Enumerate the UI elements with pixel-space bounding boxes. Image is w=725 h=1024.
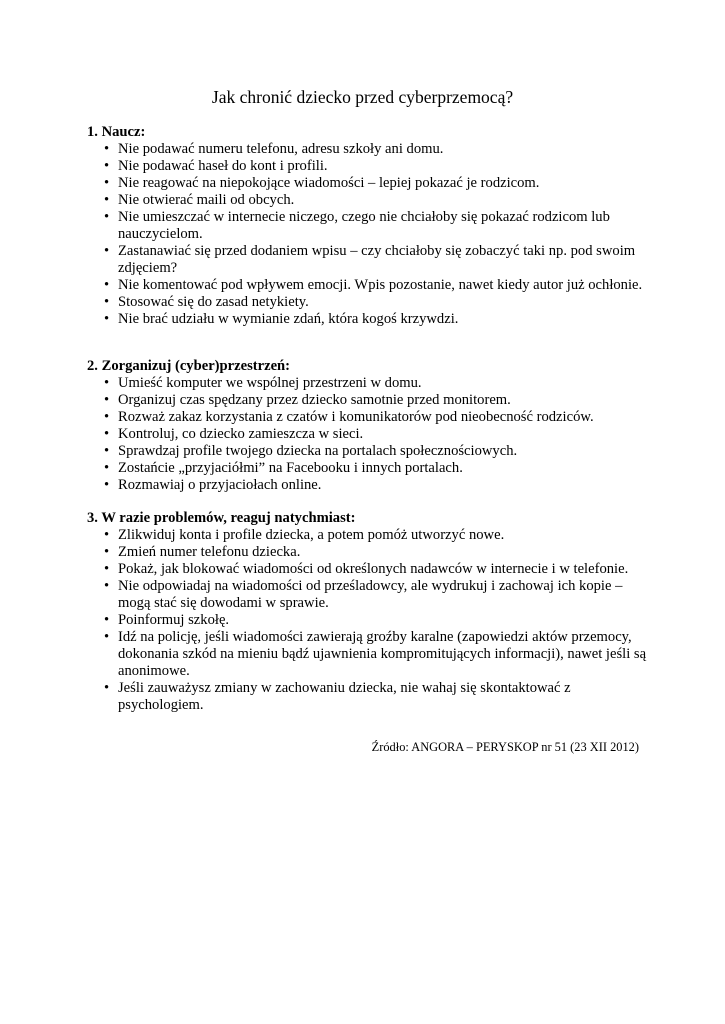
list-item-text: Jeśli zauważysz zmiany w zachowaniu dziecka, nie wahaj się skontaktować z psychologiem. [118,680,571,713]
bullet-icon: • [104,375,110,391]
list-item-text: Nie brać udziału w wymianie zdań, która kogoś krzywdzi. [118,311,459,327]
section-react [87,510,647,714]
bullet-icon: • [104,158,110,174]
bullet-icon: • [104,544,110,560]
section-heading: 2. Zorganizuj (cyber)przestrzeń: [87,358,291,374]
list-item-text: Zastanawiać się przed dodaniem wpisu – czy chciałoby się zobaczyć taki np. pod swoim zdjęciem? [118,243,636,276]
list-item-text: Kontroluj, co dziecko zamieszcza w sieci. [118,426,364,442]
list-item-text: Rozmawiaj o przyjaciołach online. [118,477,322,493]
section-teach [87,124,647,328]
source-citation: Źródło: ANGORA – PERYSKOP nr 51 (23 XII 2012) [371,740,639,754]
bullet-icon: • [104,311,110,327]
bullet-icon: • [104,680,110,696]
bullet-icon: • [104,392,110,408]
list-item-text: Nie reagować na niepokojące wiadomości – lepiej pokazać je rodzicom. [118,175,540,191]
list-item [87,409,647,426]
list-item-text: Stosować się do zasad netykiety. [118,294,309,310]
bullet-icon: • [104,527,110,543]
list-item-text: Poinformuj szkołę. [118,612,230,628]
bullet-icon: • [104,629,110,645]
bullet-icon: • [104,561,110,577]
list-item-text: Nie podawać haseł do kont i profili. [118,158,328,174]
bullet-icon: • [104,192,110,208]
section-heading: 1. Naucz: [87,124,146,140]
list-item-text: Umieść komputer we wspólnej przestrzeni w domu. [118,375,422,391]
list-item [87,175,647,192]
bullet-icon: • [104,477,110,493]
page-title: Jak chronić dziecko przed cyberprzemocą? [211,87,514,107]
list-item [87,680,647,714]
list-item [87,561,647,578]
bullet-list [87,375,647,494]
list-item [87,392,647,409]
list-item [87,578,647,612]
list-item [87,277,647,294]
list-item-text: Nie umieszczać w internecie niczego, czego nie chciałoby się pokazać rodzicom lub nauczycielom. [118,209,610,242]
list-item [87,375,647,392]
bullet-icon: • [104,426,110,442]
bullet-icon: • [104,209,110,225]
list-item-text: Rozważ zakaz korzystania z czatów i komunikatorów pod nieobecność rodziców. [118,409,594,425]
bullet-icon: • [104,612,110,628]
list-item [87,477,647,494]
bullet-list [87,141,647,328]
list-item-text: Sprawdzaj profile twojego dziecka na portalach społecznościowych. [118,443,518,459]
bullet-icon: • [104,277,110,293]
list-item [87,311,647,328]
section-heading: 3. W razie problemów, reaguj natychmiast: [87,510,356,526]
bullet-icon: • [104,443,110,459]
list-item [87,192,647,209]
bullet-icon: • [104,141,110,157]
bullet-icon: • [104,294,110,310]
section-organize [87,358,647,494]
list-item [87,294,647,311]
list-item [87,629,647,680]
bullet-icon: • [104,460,110,476]
list-item-text: Nie podawać numeru telefonu, adresu szkoły ani domu. [118,141,444,157]
list-item [87,460,647,477]
list-item [87,443,647,460]
list-item [87,158,647,175]
bullet-icon: • [104,409,110,425]
list-item [87,141,647,158]
list-item-text: Zlikwiduj konta i profile dziecka, a potem pomóż utworzyć nowe. [118,527,505,543]
list-item-text: Nie komentować pod wpływem emocji. Wpis pozostanie, nawet kiedy autor już ochłonie. [118,277,643,293]
bullet-icon: • [104,578,110,594]
list-item [87,426,647,443]
bullet-icon: • [104,175,110,191]
list-item [87,612,647,629]
list-item-text: Pokaż, jak blokować wiadomości od określonych nadawców w internecie i w telefonie. [118,561,629,577]
list-item [87,544,647,561]
list-item-text: Nie otwierać maili od obcych. [118,192,295,208]
bullet-icon: • [104,243,110,259]
list-item-text: Nie odpowiadaj na wiadomości od prześladowcy, ale wydrukuj i zachowaj ich kopie – mogą stać się dowodami w sprawie. [118,578,623,611]
list-item [87,243,647,277]
list-item-text: Organizuj czas spędzany przez dziecko samotnie przed monitorem. [118,392,511,408]
list-item [87,527,647,544]
bullet-list [87,527,647,714]
list-item [87,209,647,243]
list-item-text: Zostańcie „przyjaciółmi” na Facebooku i innych portalach. [118,460,463,476]
list-item-text: Zmień numer telefonu dziecka. [118,544,301,560]
list-item-text: Idź na policję, jeśli wiadomości zawierają groźby karalne (zapowiedzi aktów przemocy, dokonania szkód na mieniu bądź ujawnienia kompromitujących informacji), nawet jeśli są anonimowe. [118,629,647,679]
